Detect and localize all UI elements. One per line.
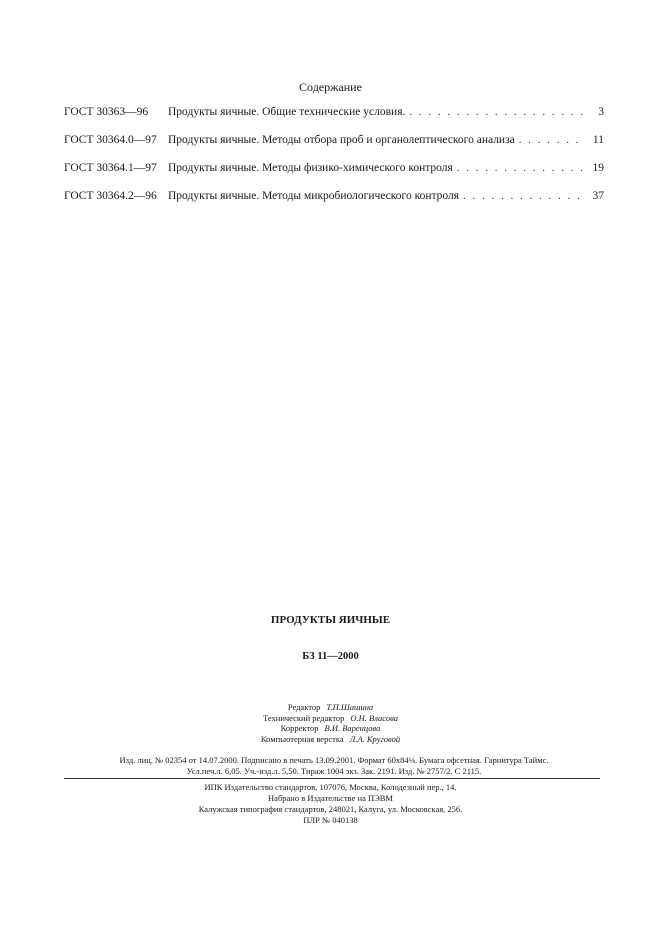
toc-entry-page: 19 [592,162,604,174]
toc-leader-dots [409,106,586,118]
book-title: ПРОДУКТЫ ЯИЧНЫЕ [270,614,391,626]
credit-name: Т.П.Шашина [326,702,374,712]
toc-entry[interactable] [64,106,604,122]
toc-entry-title: Продукты яичные. Методы физико-химического контроля [168,162,453,174]
toc-leader-dots [457,162,586,174]
toc-entry-page: 11 [592,134,604,146]
toc-entry[interactable] [64,134,604,150]
imprint-line: Усл.печ.л. 6,05. Уч.-изд.л. 5,50. Тираж 1004 экз. Зак. 2191. Изд. № 2757/2. С 2115. [186,766,482,776]
publisher-line: Калужская типография стандартов, 248021, Калуга, ул. Московская, 256. [198,804,463,814]
toc-entry-code: ГОСТ 30364.2—96 [64,190,157,202]
toc-entry-code: ГОСТ 30363—96 [64,106,149,118]
credit-role: Компьютерная верстка [260,733,344,744]
toc-leader-dots [463,190,586,202]
credit-name: О.Н. Власова [350,712,398,723]
divider-line [64,778,600,779]
table-of-contents [64,106,604,218]
imprint-line: Изд. лиц. № 02354 от 14.07.2000. Подписано в печать 13.09.2001. Формат 60x84⅛. Бумага офсетная. Гарнитура Таймс. [119,755,549,765]
credit-line [0,702,661,713]
publisher-line: Набрано в Издательстве на ПЭВМ [268,793,393,803]
credit-name: Л.А. Круговой [349,733,401,744]
toc-entry-page: 37 [592,190,604,202]
credit-line [0,713,661,724]
toc-entry-title: Продукты яичные. Общие технические условия. [168,106,406,118]
toc-leader-dots [519,134,586,146]
toc-entry[interactable] [64,162,604,178]
credit-role: Корректор [280,723,319,733]
publisher-line: ПЛР № 040138 [303,815,358,825]
bz-number: БЗ 11—2000 [302,651,359,662]
toc-entry[interactable] [64,190,604,206]
imprint-block [64,755,604,777]
toc-entry-page: 3 [598,106,604,118]
toc-entry-title: Продукты яичные. Методы микробиологического контроля [168,190,460,202]
credit-role: Редактор [287,702,321,712]
credit-line [0,734,661,745]
toc-entry-code: ГОСТ 30364.1—97 [64,162,157,174]
credits-block [0,702,661,744]
toc-heading: Содержание [299,80,362,94]
credit-line [0,723,661,734]
credit-role: Технический редактор [263,712,345,723]
credit-name: В.И. Варенцова [324,723,381,733]
publisher-line: ИПК Издательство стандартов, 107076, Москва, Колодезный пер., 14. [204,782,457,792]
toc-entry-code: ГОСТ 30364.0—97 [64,134,157,146]
publisher-block [0,782,661,826]
toc-entry-title: Продукты яичные. Методы отбора проб и органолептического анализа [168,134,515,146]
